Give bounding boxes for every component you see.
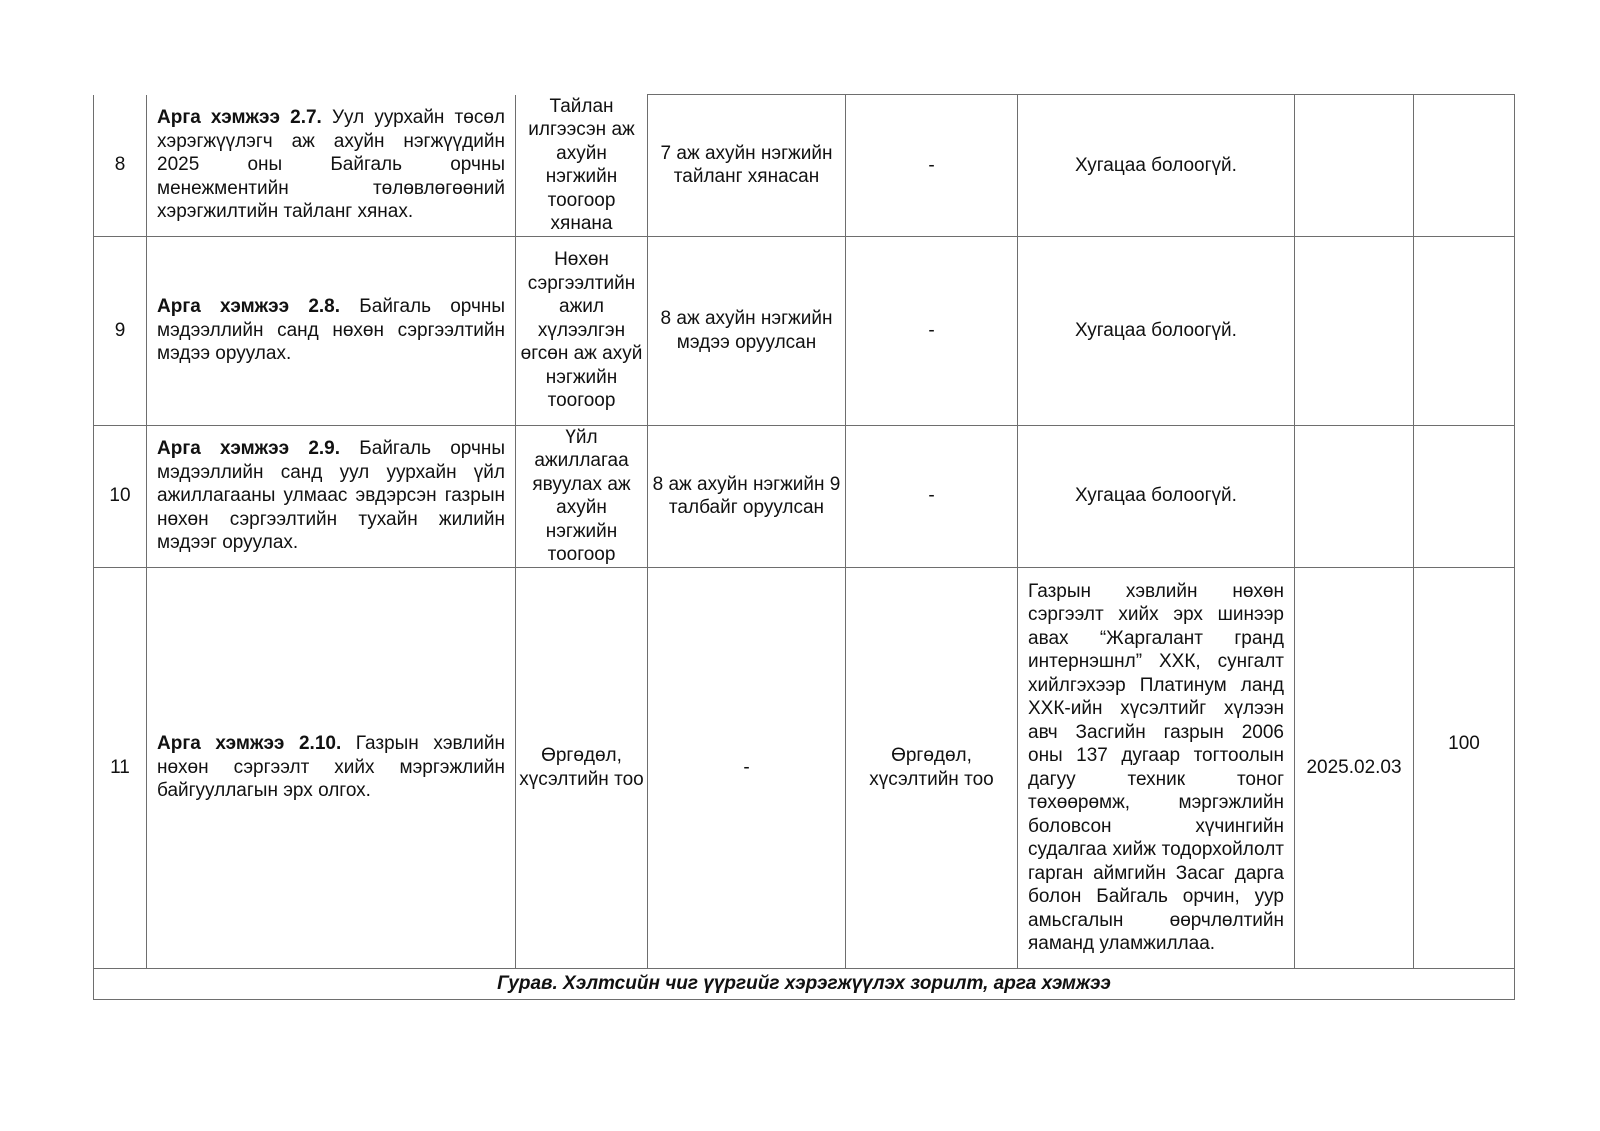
measure-cell — [147, 95, 516, 237]
status-cell: Хугацаа болоогүй. — [1018, 425, 1295, 567]
table-row — [94, 567, 1515, 968]
measure-label: Арга хэмжээ 2.7. — [157, 107, 322, 129]
baseline-cell: - — [648, 567, 846, 968]
baseline-cell: 7 аж ахуйн нэгжийн тайланг хянасан — [648, 95, 846, 237]
date-cell — [1295, 236, 1414, 425]
baseline-cell: 8 аж ахуйн нэгжийн 9 талбайг оруулсан — [648, 425, 846, 567]
section-row — [94, 968, 1515, 999]
measure-text: Байгаль орчны мэдээллийн санд уул уурхайн үйл ажиллагааны улмаас эвдэрсэн газрын нөхөн сэргээлтийн тухайн жилийн мэдээг оруулах. — [157, 438, 505, 554]
status-cell: Хугацаа болоогүй. — [1018, 236, 1295, 425]
date-cell — [1295, 425, 1414, 567]
table-row — [94, 425, 1515, 567]
baseline-cell: 8 аж ахуйн нэгжийн мэдээ оруулсан — [648, 236, 846, 425]
percent-cell — [1414, 95, 1515, 237]
indicator-cell: Үйл ажиллагаа явуулах аж ахуйн нэгжийн тоогоор — [516, 425, 648, 567]
row-number: 9 — [94, 236, 147, 425]
table-row — [94, 95, 1515, 237]
percent-value: 100 — [1448, 732, 1480, 754]
target-cell: - — [846, 425, 1018, 567]
measure-label: Арга хэмжээ 2.8. — [157, 296, 341, 318]
row-number: 10 — [94, 425, 147, 567]
measure-cell — [147, 236, 516, 425]
row-number: 8 — [94, 95, 147, 237]
date-cell: 2025.02.03 — [1295, 567, 1414, 968]
status-cell: Газрын хэвлийн нөхөн сэргээлт хийх эрх шинээр авах “Жаргалант гранд интернэшнл” ХХК, сунгалт хийлгэхээр Платинум ланд ХХК-ийн хүсэлтийг хүлээн авч Засгийн газрын 2006 оны 137 дугаар тогтоолын дагуу техник тоног төхөөрөмж, мэргэжлийн боловсон хүчингийн судалгаа хийж тодорхойлолт гарган аймгийн Засаг дарга болон Байгаль орчин, уур амьсгалын өөрчлөлтийн яаманд уламжиллаа. — [1018, 567, 1295, 968]
indicator-cell: Тайлан илгээсэн аж ахуйн нэгжийн тоогоор хянана — [516, 95, 648, 237]
indicator-cell: Нөхөн сэргээлтийн ажил хүлээлгэн өгсөн аж ахуй нэгжийн тоогоор — [516, 236, 648, 425]
measure-label: Арга хэмжээ 2.10. — [157, 733, 342, 755]
target-cell: - — [846, 95, 1018, 237]
section-heading: Гурав. Хэлтсийн чиг үүргийг хэрэгжүүлэх зорилт, арга хэмжээ — [94, 968, 1515, 999]
measure-label: Арга хэмжээ 2.9. — [157, 438, 341, 460]
measure-text: Газрын хэвлийн нөхөн сэргээлт хийх мэргэжлийн байгууллагын эрх олгох. — [157, 733, 505, 802]
indicator-cell: Өргөдөл, хүсэлтийн тоо — [516, 567, 648, 968]
date-cell — [1295, 95, 1414, 237]
percent-cell — [1414, 236, 1515, 425]
status-cell: Хугацаа болоогүй. — [1018, 95, 1295, 237]
measure-cell — [147, 425, 516, 567]
percent-cell — [1414, 567, 1515, 968]
percent-cell — [1414, 425, 1515, 567]
action-plan-table — [93, 94, 1515, 1000]
measure-cell — [147, 567, 516, 968]
table-row — [94, 236, 1515, 425]
measure-text: Байгаль орчны мэдээллийн санд нөхөн сэргээлтийн мэдээ оруулах. — [157, 296, 505, 365]
target-cell: - — [846, 236, 1018, 425]
target-cell: Өргөдөл, хүсэлтийн тоо — [846, 567, 1018, 968]
row-number: 11 — [94, 567, 147, 968]
measure-text: Уул уурхайн төсөл хэрэгжүүлэгч аж ахуйн нэгжүүдийн 2025 оны Байгаль орчны менежментийн төлөвлөгөөний хэрэгжилтийн тайланг хянах. — [157, 107, 505, 223]
